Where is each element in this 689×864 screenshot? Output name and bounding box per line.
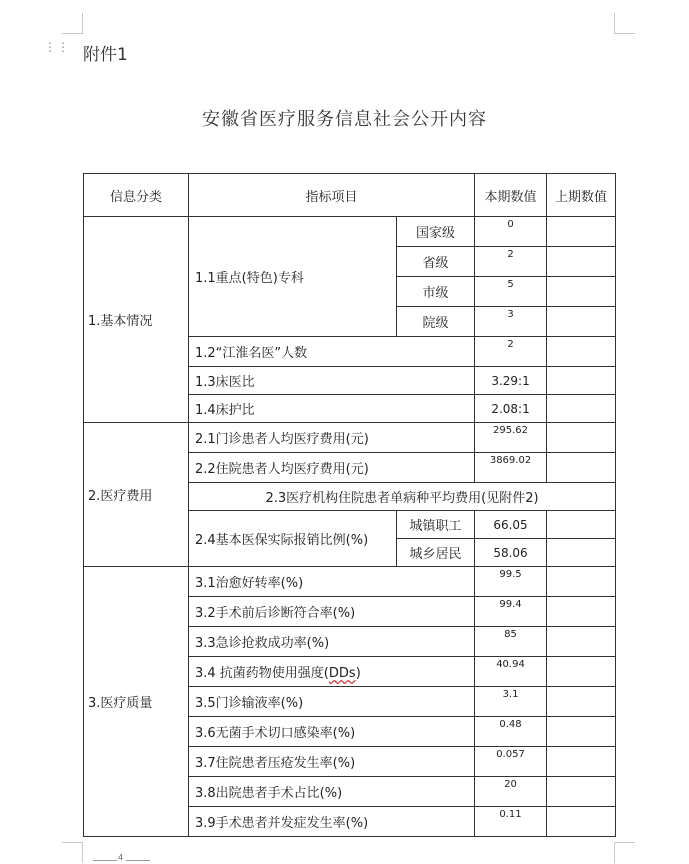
crop-mark-bottom-right	[614, 842, 635, 863]
indicator-label: 1.3床医比	[189, 367, 475, 395]
previous-value-cell[interactable]	[547, 511, 616, 539]
insurance-type: 城镇职工	[397, 511, 475, 539]
indicator-label: 3.3急诊抢救成功率(%)	[189, 627, 475, 657]
level-value: 0	[475, 217, 547, 247]
indicator-label: 2.1门诊患者人均医疗费用(元)	[189, 423, 475, 453]
crop-mark-top-right	[614, 13, 635, 34]
level-value: 3	[475, 307, 547, 337]
indicator-label	[189, 657, 475, 687]
table-row	[84, 217, 616, 247]
crop-mark-bottom-left	[62, 842, 83, 863]
crop-mark-top-left	[62, 13, 83, 34]
insurance-label: 2.4基本医保实际报销比例(%)	[189, 511, 397, 567]
indicator-label: 3.6无菌手术切口感染率(%)	[189, 717, 475, 747]
indicator-label: 3.9手术患者并发症发生率(%)	[189, 807, 475, 837]
current-value: 295.62	[475, 423, 547, 453]
level-name: 省级	[397, 247, 475, 277]
specialty-label: 1.1重点(特色)专科	[189, 217, 397, 337]
table-row	[84, 423, 616, 453]
indicator-label-end: )	[355, 666, 361, 681]
header-category: 信息分类	[84, 174, 189, 217]
current-value: 0.11	[475, 807, 547, 837]
previous-value-cell[interactable]	[547, 453, 616, 483]
indicator-label: 3.7住院患者压疮发生率(%)	[189, 747, 475, 777]
current-value: 99.4	[475, 597, 547, 627]
previous-value-cell[interactable]	[547, 567, 616, 597]
current-value: 3.1	[475, 687, 547, 717]
previous-value-cell[interactable]	[547, 627, 616, 657]
previous-value-cell[interactable]	[547, 717, 616, 747]
disclosure-table	[83, 173, 616, 837]
section-basic-label: 1.基本情况	[84, 217, 189, 423]
level-value: 5	[475, 277, 547, 307]
previous-value-cell[interactable]	[547, 687, 616, 717]
footer-rule-left	[93, 860, 117, 861]
level-name: 院级	[397, 307, 475, 337]
current-value: 0.48	[475, 717, 547, 747]
indicator-label-main: 3.4 抗菌药物使用强度(	[195, 666, 329, 681]
spellcheck-flagged-term[interactable]: DDs	[328, 666, 356, 681]
indicator-label: 2.2住院患者人均医疗费用(元)	[189, 453, 475, 483]
page-number: 4	[118, 853, 124, 862]
previous-value-cell[interactable]	[547, 777, 616, 807]
section-cost-label: 2.医疗费用	[84, 423, 189, 567]
indicator-label: 3.5门诊输液率(%)	[189, 687, 475, 717]
previous-value-cell[interactable]	[547, 247, 616, 277]
indicator-label: 1.2“江淮名医”人数	[189, 337, 475, 367]
current-value: 40.94	[475, 657, 547, 687]
previous-value-cell[interactable]	[547, 747, 616, 777]
header-indicator: 指标项目	[189, 174, 475, 217]
indicator-label: 1.4床护比	[189, 395, 475, 423]
attachment-label: 附件1	[83, 45, 128, 65]
previous-value-cell[interactable]	[547, 807, 616, 837]
current-value: 0.057	[475, 747, 547, 777]
level-name: 国家级	[397, 217, 475, 247]
previous-value-cell[interactable]	[547, 217, 616, 247]
level-name: 市级	[397, 277, 475, 307]
current-value: 66.05	[475, 511, 547, 539]
drag-handle-icon[interactable]: ⋮⋮	[44, 40, 70, 54]
section-quality-label: 3.医疗质量	[84, 567, 189, 837]
previous-value-cell[interactable]	[547, 423, 616, 453]
indicator-label: 3.8出院患者手术占比(%)	[189, 777, 475, 807]
current-value: 20	[475, 777, 547, 807]
footer-rule-right	[126, 860, 150, 861]
current-value: 58.06	[475, 539, 547, 567]
insurance-type: 城乡居民	[397, 539, 475, 567]
previous-value-cell[interactable]	[547, 395, 616, 423]
current-value: 3.29:1	[475, 367, 547, 395]
merged-indicator-label: 2.3医疗机构住院患者单病种平均费用(见附件2)	[189, 483, 616, 511]
indicator-label: 3.2手术前后诊断符合率(%)	[189, 597, 475, 627]
header-current: 本期数值	[475, 174, 547, 217]
previous-value-cell[interactable]	[547, 657, 616, 687]
previous-value-cell[interactable]	[547, 367, 616, 395]
header-previous: 上期数值	[547, 174, 616, 217]
previous-value-cell[interactable]	[547, 539, 616, 567]
current-value: 2	[475, 337, 547, 367]
indicator-label: 3.1治愈好转率(%)	[189, 567, 475, 597]
table-row	[84, 567, 616, 597]
previous-value-cell[interactable]	[547, 277, 616, 307]
previous-value-cell[interactable]	[547, 337, 616, 367]
document-title: 安徽省医疗服务信息社会公开内容	[202, 109, 487, 130]
current-value: 85	[475, 627, 547, 657]
table-header-row	[84, 174, 616, 217]
current-value: 2.08:1	[475, 395, 547, 423]
current-value: 99.5	[475, 567, 547, 597]
current-value: 3869.02	[475, 453, 547, 483]
previous-value-cell[interactable]	[547, 597, 616, 627]
level-value: 2	[475, 247, 547, 277]
previous-value-cell[interactable]	[547, 307, 616, 337]
